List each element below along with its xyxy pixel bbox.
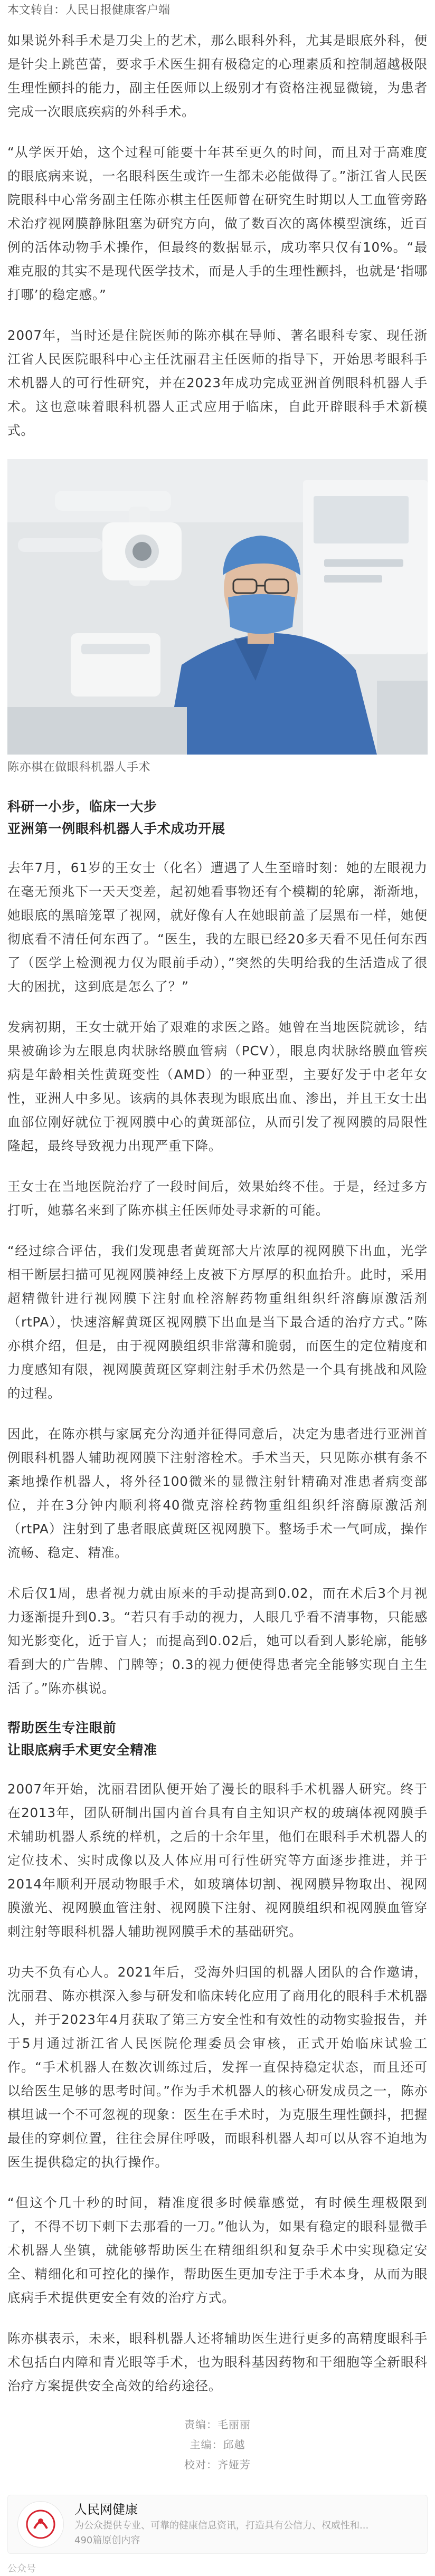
section-heading-1 (7, 796, 428, 840)
account-description: 为公众提供专业、可靠的健康信息资讯，打造具有公信力、权威性和... (74, 2520, 369, 2531)
source-line: 本文转自：人民日报健康客户端 (7, 4, 171, 17)
chief-editor-credit: 主编：邱越 (190, 2438, 245, 2451)
article-paragraph: 2007年开始，沈丽君团队便开始了漫长的眼科手术机器人研究。终于在2013年，团队研制出国内首台具有自主知识产权的玻璃体视网膜手术辅助机器人系统的样机，之后的十余年里，他们在眼科手术机器人的定位技术、实时成像以及人体应用可行性研究等方面逐步推进，并于2014年顺利开展动物眼手术，如玻璃体切割、视网膜异物取出、视网膜激光、视网膜血管注射、视网膜下注射、视网膜组织和视网膜血管穿刺注射等眼科机器人辅助视网膜手术的基础研究。 (7, 1781, 428, 1939)
article-paragraph: 陈亦棋表示，未来，眼科机器人还将辅助医生进行更多的高精度眼科手术包括白内障和青光眼等手术，也为眼科基因药物和干细胞等全新眼科治疗方案提供安全高效的给药途径。 (7, 2331, 428, 2393)
account-info (74, 2501, 418, 2548)
article-paragraph: 2007年，当时还是住院医师的陈亦棋在导师、著名眼科专家、现任浙江省人民医院眼科中心主任沈丽君主任医师的指导下，开始思考眼科手术机器人的可行性研究，并在2023年成功完成亚洲首例眼科机器人手术。这也意味着眼科机器人正式应用于临床，自此开辟眼科手术新模式。 (7, 328, 428, 438)
photo-caption: 陈亦棋在做眼科机器人手术 (7, 761, 151, 774)
article-paragraph: 去年7月，61岁的王女士（化名）遭遇了人生至暗时刻：她的左眼视力在毫无预兆下一天天变差，起初她看事物还有个模糊的轮廓，渐渐地，她眼底的黑暗笼罩了视网，就好像有人在她眼前盖了层黑布一样，她便彻底看不清任何东西了。“医生，我的左眼已经20多天看不见任何东西了（医学上检测视力仅为眼前手动），”突然的失明给我的生活造成了很大的困扰，这到底是怎么了？” (7, 860, 428, 994)
article-paragraph: 功夫不负有心人。2021年后，受海外归国的机器人团队的合作邀请，沈丽君、陈亦棋深入参与研发和临床转化应用了商用化的眼科手术机器人，并于2023年4月获取了第三方安全性和有效性的动物实验报告，并于5月通过浙江省人民医院伦理委员会审核，正式开始临床试验工作。“手术机器人在数次训练过后，发挥一直保持稳定状态，而且还可以给医生足够的思考时间。”作为手术机器人的核心研发成员之一，陈亦棋坦诚一个不可忽视的现象：医生在手术时，为克服生理性颤抖，把握最佳的穿刺位置，往往会屏住呼吸，而眼科机器人却可以从容不迫地为医生提供稳定的执行操作。 (7, 1964, 428, 2170)
section-heading-line: 科研一小步，临床一大步 (7, 799, 157, 814)
account-logo-icon (17, 2501, 64, 2548)
section-heading-line: 让眼底病手术更安全精准 (7, 1742, 157, 1758)
section-heading-line: 帮助医生专注眼前 (7, 1720, 117, 1735)
article-paragraph: 发病初期，王女士就开始了艰难的求医之路。她曾在当地医院就诊，结果被确诊为左眼息肉状脉络膜血管病（PCV），眼息肉状脉络膜血管疾病是年龄相关性黄斑变性（AMD）的一种亚型，主要好发于中老年女性，亚洲人中多见。该病的具体表现为眼底出血、渗出，并且王女士出血部位刚好就位于视网膜中心的黄斑部位，从而引发了视网膜的局限性隆起，最终导致视力出现严重下降。 (7, 1019, 428, 1153)
account-type-label: 公众号 (7, 2563, 36, 2574)
account-name: 人民网健康 (74, 2502, 138, 2517)
account-article-count: 490篇原创内容 (74, 2535, 140, 2546)
article-paragraph: “从学医开始，这个过程可能要十年甚至更久的时间，而且对于高难度的眼底病来说，一名眼科医生或许一生都未必能做得了。”浙江省人民医院眼科中心常务副主任陈亦棋主任医师曾在研究生时期以人工血管旁路术治疗视网膜静脉阻塞为研究方向，做了数百次的离体模型演练，近百例的活体动物手术操作，但最终的数据显示，成功率只仅有10%。“最难克服的其实不是现代医学技术，而是人手的生理性颤抖，也就是‘指哪打哪’的稳定感。” (7, 145, 428, 302)
article-paragraph: “但这个几十秒的时间，精准度很多时候靠感觉，有时候生理极限到了，不得不切下刺下去那看的一刀。”他认为，如果有稳定的眼科显微手术机器人坐镇，就能够帮助医生在精细组织和复杂手术中实现稳定安全、精细化和可控化的操作，帮助医生更加专注于手术本身，从而为眼底病手术提供更安全有效的治疗方式。 (7, 2195, 428, 2305)
credits-block (7, 2415, 428, 2475)
proofreader-credit: 校对：齐娅芳 (184, 2458, 251, 2471)
editor-credit: 责编：毛丽丽 (184, 2418, 251, 2431)
section-heading-line: 亚洲第一例眼科机器人手术成功开展 (7, 821, 225, 836)
article-paragraph: 因此，在陈亦棋与家属充分沟通并征得同意后，决定为患者进行亚洲首例眼科机器人辅助视网膜下注射溶栓术。手术当天，只见陈亦棋有条不紊地操作机器人，将外径100微米的显微注射针精确对准患者病变部位，并在3分钟内顺利将40微克溶栓药物重组组织纤溶酶原激活剂（rtPA）注射到了患者眼底黄斑区视网膜下。整场手术一气呵成，操作流畅、稳定、精准。 (7, 1426, 428, 1560)
account-card[interactable] (7, 2495, 428, 2554)
article-paragraph: “经过综合评估，我们发现患者黄斑部大片浓厚的视网膜下出血，光学相干断层扫描可见视网膜神经上皮被下方厚厚的积血抬升。此时，采用超精微针进行视网膜下注射血栓溶解药物重组组织纤溶酶原激活剂（rtPA），快速溶解黄斑区视网膜下出血是当下最合适的治疗方式。”陈亦棋介绍，但是，由于视网膜组织非常薄和脆弱，而医生的定位精度和力度感知有限，视网膜黄斑区穿刺注射手术仍然是一个具有挑战和风险的过程。 (7, 1243, 428, 1401)
section-heading-2 (7, 1717, 428, 1761)
article-paragraph: 术后仅1周，患者视力就由原来的手动提高到0.02，而在术后3个月视力逐渐提升到0.3。“若只有手动的视力，人眼几乎看不清事物，只能感知光影变化，近于盲人；而提高到0.02后，她可以看到人影轮廓，能够看到大的广告牌、门牌等；0.3的视力便使得患者完全能够实现自主生活了。”陈亦棋说。 (7, 1586, 428, 1696)
surgery-photo (7, 459, 428, 755)
article-paragraph: 如果说外科手术是刀尖上的艺术，那么眼科外科，尤其是眼底外科，便是针尖上跳芭蕾，要求手术医生拥有极稳定的心理素质和控制超越极限生理性颤抖的能力，副主任医师以上级别才有资格注视显微镜，为患者完成一次眼底疾病的外科手术。 (7, 33, 428, 119)
article-paragraph: 王女士在当地医院治疗了一段时间后，效果始终不佳。于是，经过多方打听，她慕名来到了陈亦棋主任医师处寻求新的可能。 (7, 1179, 428, 1218)
surgery-illustration (7, 459, 428, 755)
